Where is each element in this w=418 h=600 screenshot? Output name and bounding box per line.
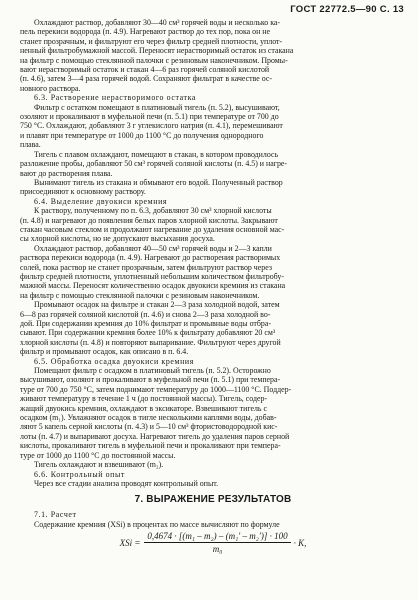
text-line: туре от 1000 до 1100 °С до постоянной массы. (20, 450, 176, 460)
formula (20, 531, 406, 554)
text-line: Помещают фильтр с осадком в платиновый тигель (п. 5.2). Осторожно (34, 366, 271, 376)
text-line: Тигель с плавом охлаждают, помещают в стакан, в котором проводилось (34, 149, 279, 159)
text-line: вают до растворения плава. (20, 168, 113, 178)
text-line: озоляют и прокаливают в муфельной печи (п. 5.1) при температуре от 700 до (20, 112, 279, 122)
formula-fraction (144, 531, 290, 554)
section-heading: 6.6. Контрольный опыт (34, 469, 125, 479)
text-line: новного раствора. (20, 83, 81, 93)
chapter-title: 7. ВЫРАЖЕНИЕ РЕЗУЛЬТАТОВ (134, 494, 292, 506)
text-line: жащий двуокись кремния, охлаждают в эксикаторе. Взвешивают тигель с (20, 403, 268, 413)
section-heading: 6.5. Обработка осадка двуокиси кремния (34, 356, 194, 366)
text-line: ненный фильтробумажной массой. Переносят нерастворимый остаток из стакана (20, 46, 294, 56)
formula-numerator: 0,4674 · [(m₁ – m₂) – (m₁′ – m₂′)] · 100 (144, 531, 290, 543)
text-line: Тигель охлаждают и взвешивают (m₂). (34, 460, 164, 470)
text-line: разложение пробы, добавляют 50 см³ горячей соляной кислоты (п. 4.5) и нагре- (20, 159, 288, 169)
text-line: присоединяют к основному раствору. (20, 187, 146, 197)
text-line: осадком (m₁). Увлажняют осадок в тигле несколькими каплями воды, добав- (20, 413, 277, 423)
text-line: Охлаждают раствор, добавляют 30—40 см³ горячей воды и несколько ка- (34, 18, 281, 27)
text-line: дой. При содержании кремния до 10% фильтрат и промывные воды отбра- (20, 319, 271, 328)
text-line: лоты (п. 4.7) и выпаривают досуха. Нагревают тигель до удаления паров серной (20, 431, 290, 441)
text-line: (п. 4.8) и нагревают до появления белых паров хлорной кислоты. Закрывают (20, 215, 278, 225)
text-line: Содержание кремния (XSi) в процентах по массе вычисляют по формуле (34, 519, 280, 529)
text-line: высушивают, озоляют и прокаливают в муфельной печи (п. 5.1) при темпера- (20, 375, 281, 385)
text-line: мажной массы. Переносят количественно осадок двуокиси кремния из стакана (20, 281, 286, 291)
text-line: туре от 700 до 750 °С, затем поднимают температуру до 1000—1100 °С. Поддер- (20, 384, 292, 394)
text-line: К раствору, полученному по п. 6.3, добавляют 30 см³ хлорной кислоты (34, 206, 272, 216)
text-line: на фильтр с помощью стеклянной палочки с резиновым наконечником. (20, 290, 260, 300)
text-block (20, 18, 406, 488)
text-line: вают нерастворимый остаток и стакан 4—6 раз горячей соляной кислотой (20, 65, 270, 75)
text-line: живают температуру в течение 1 ч (до постоянной массы). Тигель, содер- (20, 394, 268, 404)
text-line: кислоты, прокаливают тигель в муфельной печи и прокаливают при темпера- (20, 441, 281, 451)
text-line: солей, пока раствор не станет прозрачным, затем фильтруют раствор через (20, 262, 272, 272)
section-heading: 6.4. Выделение двуокиси кремния (34, 196, 168, 206)
formula-lhs: XSi = (119, 537, 141, 548)
section-heading: 6.3. Растворение нерастворимого остатка (34, 93, 196, 103)
document-body (20, 18, 406, 554)
text-line: хлорной кислоты (п. 4.8) и повторяют выпаривание. Фильтруют через другой (20, 337, 281, 347)
text-line: стакан часовым стеклом и продолжают нагревание до удаления основной мас- (20, 224, 285, 234)
text-line: и плавят при температуре от 1000 до 1100 °С до получения однородного (20, 130, 264, 140)
text-line: фильтр средней плотности, уплотненный небольшим количеством фильтробу- (20, 271, 284, 281)
text-line: плава. (20, 140, 41, 150)
text-line: сы хлорной кислоты, но не допускают высыхания досуха. (20, 234, 215, 244)
text-line: станет прозрачным, и фильтруют его через фильтр средней плотности, уплот- (20, 36, 283, 46)
text-line: (п. 4.6), затем 3—4 раза горячей водой. Сохраняют фильтрат в качестве ос- (20, 74, 272, 84)
text-line: фильтр и промывают осадок, как описано в п. 6.4. (20, 347, 189, 357)
section-heading: 7.1. Расчет (34, 510, 77, 520)
text-line: сывают. При содержании кремния более 10% к фильтрату добавляют 20 см³ (20, 328, 276, 338)
text-line: на фильтр с помощью стеклянной палочки с резиновым наконечником. Промы- (20, 55, 288, 65)
text-line: Промывают осадок на фильтре и стакан 2—3 раза холодной водой, затем (34, 300, 280, 310)
formula-rhs: · K, (293, 537, 307, 548)
text-line: Фильтр с остатком помещают в платиновый тигель (п. 5.2), высушивают, (34, 102, 280, 112)
calc-block (20, 510, 406, 529)
text-line: 750 °С. Охлаждают, добавляют 3 г углекислого натрия (п. 4.1), перемешивают (20, 121, 283, 131)
formula-denominator: m₀ (212, 544, 223, 555)
text-line: 6—8 раз горячей соляной кислотой (п. 4.6) и снова 2—3 раза холодной во- (20, 309, 271, 319)
text-line: Через все стадии анализа проводят контрольный опыт. (34, 478, 219, 488)
text-line: Охлаждают раствор, добавляют 40—50 см³ горячей воды и 2—3 капли (34, 243, 272, 253)
text-line: раствора перекиси водорода (п. 4.9). Нагревают до растворения растворимых (20, 253, 281, 263)
text-line: Вынимают тигель из стакана и обмывают его водой. Полученный раствор (34, 177, 283, 187)
text-line: ляют 5 капель серной кислоты (п. 4.3) и 5—10 см³ фтористоводородной кис- (20, 422, 278, 432)
page-header: ГОСТ 22772.5—90 С. 13 (290, 4, 404, 15)
text-line: пель перекиси водорода (п. 4.9). Нагревают раствор до тех пор, пока он не (20, 27, 271, 37)
